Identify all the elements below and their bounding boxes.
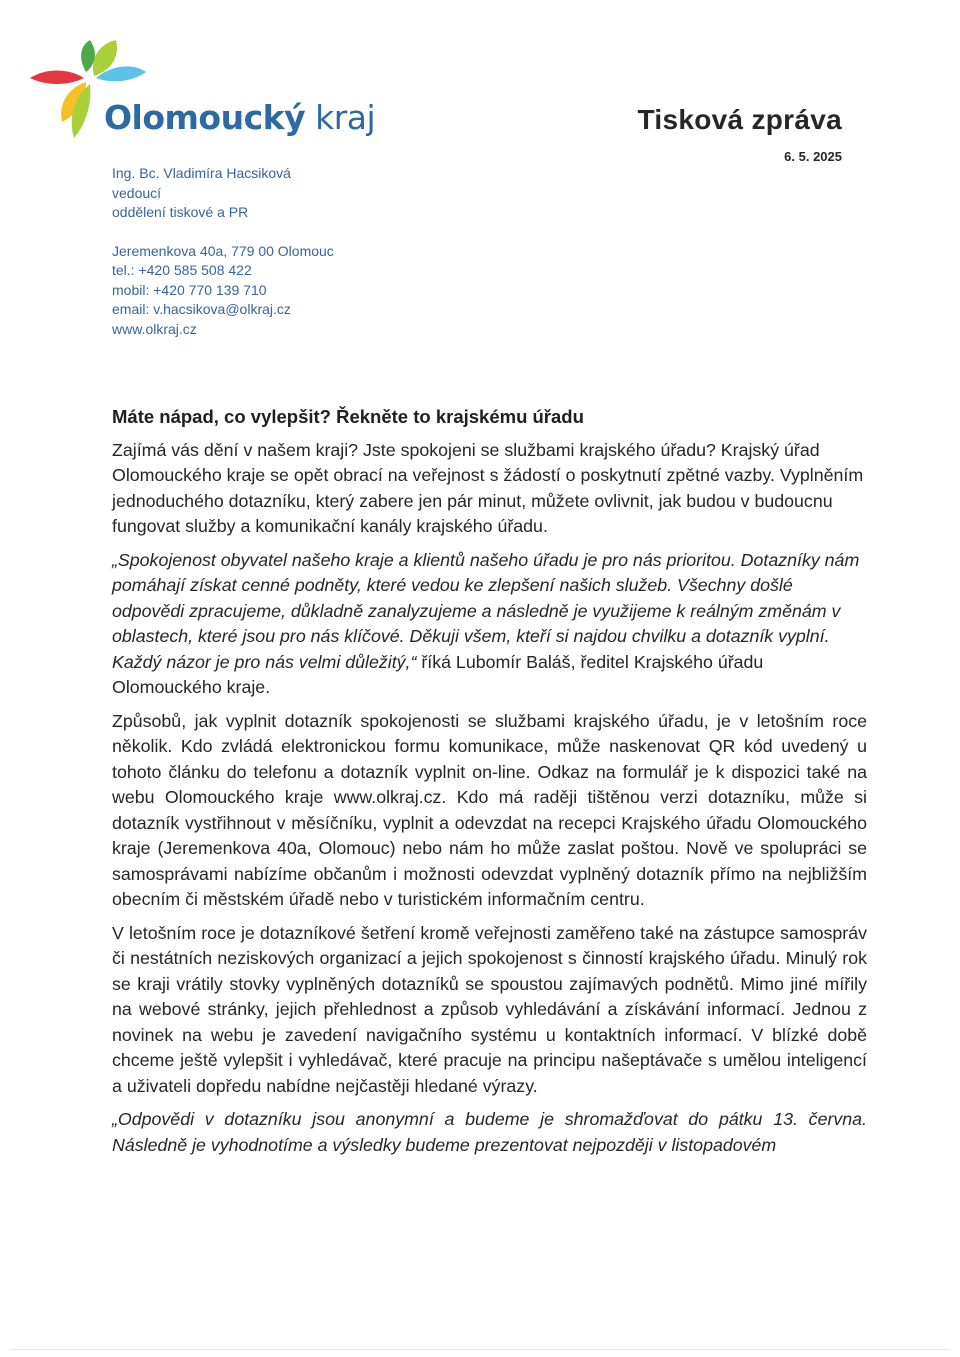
contact-name: Ing. Bc. Vladimíra Hacsiková: [112, 165, 291, 181]
contact-block: [112, 164, 334, 339]
contact-department: oddělení tiskové a PR: [112, 204, 249, 220]
contact-email-link[interactable]: email: v.hacsikova@olkraj.cz: [112, 301, 291, 317]
contact-role: vedoucí: [112, 184, 162, 201]
document-title: Tisková zpráva: [637, 104, 842, 135]
article-quote-anonymous: „Odpovědi v dotazníku jsou anonymní a budeme je shromažďovat do pátku 13. června. Následně je vyhodnotíme a výsledky budeme prezentovat nejpozději v listopadovém: [112, 1109, 867, 1155]
article-paragraph-intro: Zajímá vás dění v našem kraji? Jste spokojeni se službami krajského úřadu? Krajský úřad Olomouckého kraje se opět obrací na veřejnost s žádostí o poskytnutí zpětné vazby. Vyplněním jednoduchého dotazníku, který zabere jen pár minut, můžete ovlivnit, jak budou v budoucnu fungovat služby a komunikační kanály krajského úřadu.: [112, 439, 864, 536]
logo-petal-green: [81, 40, 95, 72]
contact-mobile: mobil: +420 770 139 710: [112, 281, 267, 298]
contact-website-link[interactable]: www.olkraj.cz: [112, 320, 197, 337]
article-heading: Máte nápad, co vylepšit? Řekněte to krajskému úřadu: [112, 406, 584, 427]
quote-text: „Spokojenost obyvatel našeho kraje a klientů našeho úřadu je pro nás prioritou. Dotazníky nám pomáhají získat cenné podněty, které vedou ke zlepšení našich služeb. Všechny došlé odpovědi zpracujeme, důkladně zanalyzujeme a následně je využijeme k reálným změnám v oblastech, které jsou pro nás klíčové. Děkuji všem, kteří si najdou chvilku a dotazník vyplní. Každý názor je pro nás velmi důležitý,“: [112, 549, 860, 672]
press-release-article: [112, 404, 867, 1166]
logo-wordmark: [104, 98, 375, 137]
article-quote-director: [112, 548, 867, 701]
logo-petal-red: [30, 71, 84, 85]
logo-name-bold: Olomoucký: [104, 98, 306, 137]
logo-name-light: kraj: [315, 98, 376, 137]
article-paragraph-ways: Způsobů, jak vyplnit dotazník spokojenosti se službami krajského úřadu, je v letošním roce několik. Kdo zvládá elektronickou formu komunikace, může naskenovat QR kód uvedený u tohoto článku do telefonu a dotazník vyplnit on-line. Odkaz na formulář je k dispozici také na webu Olomouckého kraje www.olkraj.cz. Kdo má raději tištěnou verzi dotazníku, může si dotazník vystřihnout v měsíčníku, vyplnit a odevzdat na recepci Krajského úřadu Olomouckého kraje (Jeremenkova 40a, Olomouc) nebo nám ho může zaslat poštou. Nově ve spolupráci se samosprávami nabízíme občanům i možnosti odevzdat vyplněný dotazník přímo na nejbližším obecním či městském úřadě nebo v turistickém informačním centru.: [112, 710, 867, 909]
contact-phone: tel.: +420 585 508 422: [112, 262, 252, 278]
article-paragraph-survey: V letošním roce je dotazníkové šetření kromě veřejnosti zaměřeno také na zástupce samospráv či nestátních neziskových organizací a jejich spokojenost s činností krajského úřadu. Minulý rok se kraji vrátily stovky vyplněných dotazníků se spoustou zajímavých podnětů. Mimo jiné mířily na webové stránky, jejich přehlednost a způsob vyhledávání a získávání informací. Jednou z novinek na webu je zavedení navigačního systému u kontaktních informací. V blízké době chceme ještě vylepšit i vyhledávač, které pracuje na principu našeptávače s umělou inteligencí a uživateli dopředu nabídne nejčastěji hledané výrazy.: [112, 922, 867, 1096]
document-date: 6. 5. 2025: [784, 149, 842, 164]
page-bottom-divider: [10, 1349, 950, 1350]
quote-attribution: říká Lubomír Baláš, ředitel Krajského úřadu Olomouckého kraje.: [112, 651, 764, 697]
contact-address: Jeremenkova 40a, 779 00 Olomouc: [112, 242, 334, 259]
